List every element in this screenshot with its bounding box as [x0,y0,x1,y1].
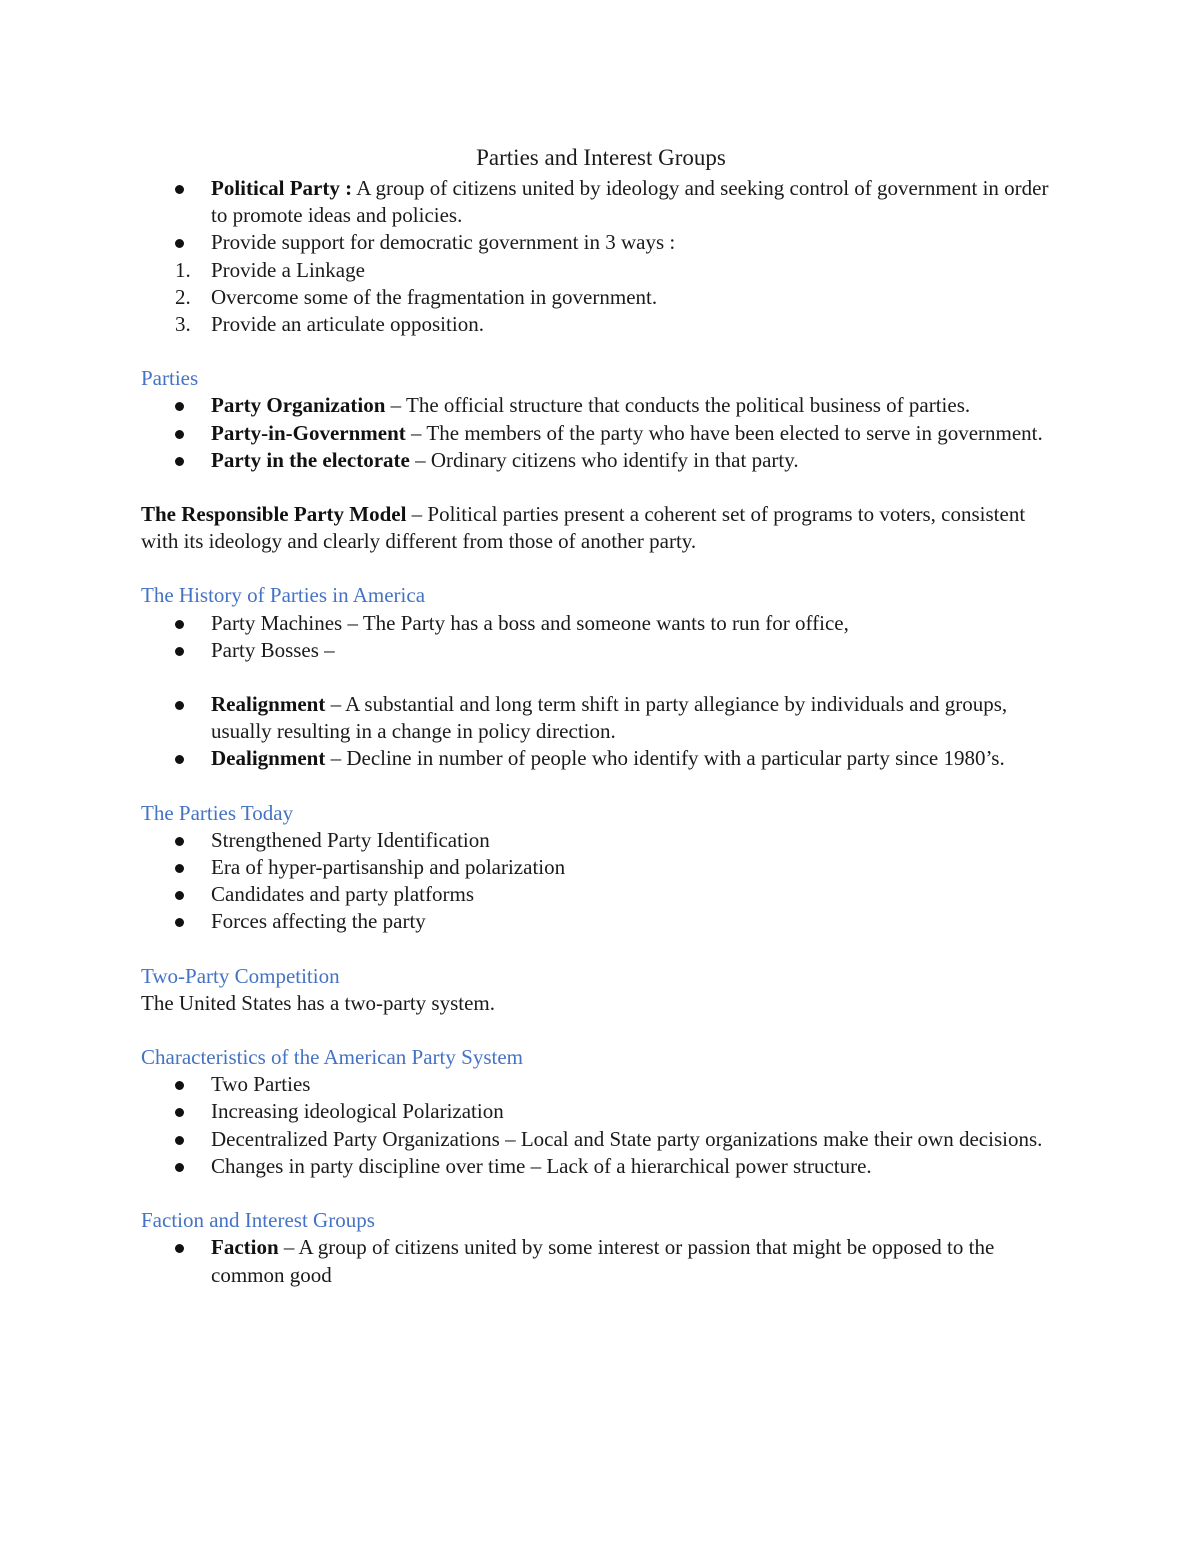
list-text: Increasing ideological Polarization [211,1099,504,1124]
list-item [141,637,1061,664]
section-heading-characteristics: Characteristics of the American Party System [141,1045,523,1070]
list-item [141,257,1061,284]
term: Party Organization [211,393,386,418]
list-item [141,175,1061,229]
list-item [141,311,1061,338]
list-text: Party Bosses – [211,637,335,662]
list-text: Overcome some of the fragmentation in government. [211,284,658,309]
list-item [141,420,1061,447]
list-item [141,284,1061,311]
list-text: Forces affecting the party [211,909,426,934]
parties-list [141,392,1061,474]
list-item [141,1153,1061,1180]
history-list-b [141,691,1061,773]
definition: Provide support for democratic government in 3 ways : [211,230,676,255]
list-item [141,854,1061,881]
term: The Responsible Party Model [141,502,407,527]
list-text: Strengthened Party Identification [211,827,490,852]
document-page [141,143,1061,1289]
bullet-icon [175,837,184,846]
bullet-icon [175,701,184,710]
term: Realignment [211,692,326,717]
bullet-icon [175,457,184,466]
definition: – A substantial and long term shift in party allegiance by individuals and groups, usually resulting in a change in policy direction. [211,692,1008,744]
definition: – A group of citizens united by some interest or passion that might be opposed to the common good [211,1235,995,1287]
bullet-icon [175,647,184,656]
intro-numbered-list [141,257,1061,339]
section-heading-two-party: Two-Party Competition [141,963,340,988]
list-item [141,827,1061,854]
section-heading-history: The History of Parties in America [141,583,426,608]
list-number: 2. [175,284,191,309]
list-item [141,447,1061,474]
list-item [141,881,1061,908]
document-title: Parties and Interest Groups [476,145,726,170]
list-item [141,745,1061,772]
list-text: Candidates and party platforms [211,882,475,907]
list-item [141,1071,1061,1098]
list-item [141,229,1061,256]
faction-list [141,1234,1061,1288]
bullet-icon [175,1108,184,1117]
bullet-icon [175,1136,184,1145]
list-item [141,1234,1061,1288]
list-item [141,610,1061,637]
term: Dealignment [211,746,326,771]
section-heading-parties: Parties [141,366,199,391]
bullet-icon [175,185,184,194]
bullet-icon [175,620,184,629]
bullet-icon [175,891,184,900]
list-text: Changes in party discipline over time – Lack of a hierarchical power structure. [211,1153,872,1178]
list-text: Provide a Linkage [211,257,365,282]
list-text: Two Parties [211,1072,311,1097]
definition: – Political parties present a coherent set of programs to voters, consistent with its ideology and clearly different from those of another party. [141,502,1026,554]
list-item [141,691,1061,745]
bullet-icon [175,430,184,439]
bullet-icon [175,864,184,873]
term: Political Party : [211,176,353,200]
definition: – The official structure that conducts the political business of parties. [385,393,971,418]
list-number: 1. [175,257,191,282]
bullet-icon [175,1244,184,1253]
section-heading-faction: Faction and Interest Groups [141,1208,375,1233]
list-item [141,392,1061,419]
list-text: Decentralized Party Organizations – Local and State party organizations make their own decisions. [211,1126,1043,1151]
list-text: Provide an articulate opposition. [211,312,484,337]
term: Party-in-Government [211,420,406,445]
term: Party in the electorate [211,447,410,472]
definition: – Ordinary citizens who identify in that party. [409,447,799,472]
term: Faction [211,1235,279,1260]
responsible-party-paragraph [141,501,1061,555]
bullet-icon [175,239,184,248]
bullet-icon [175,755,184,764]
bullet-icon [175,402,184,411]
list-number: 3. [175,312,191,337]
list-item [141,1098,1061,1125]
bullet-icon [175,1163,184,1172]
history-list-a [141,610,1061,664]
list-text: Party Machines – The Party has a boss and someone wants to run for office, [211,610,849,635]
list-item [141,908,1061,935]
intro-bullet-list [141,175,1061,257]
definition: – The members of the party who have been elected to serve in government. [405,420,1043,445]
list-item [141,1126,1061,1153]
bullet-icon [175,1081,184,1090]
bullet-icon [175,918,184,927]
section-heading-today: The Parties Today [141,800,294,825]
definition: – Decline in number of people who identify with a particular party since 1980’s. [325,746,1005,771]
two-party-text: The United States has a two-party system. [141,990,496,1015]
characteristics-list [141,1071,1061,1180]
definition: A group of citizens united by ideology and seeking control of government in order to promote ideas and policies. [211,176,1049,228]
list-text: Era of hyper-partisanship and polarization [211,855,566,880]
today-list [141,827,1061,936]
